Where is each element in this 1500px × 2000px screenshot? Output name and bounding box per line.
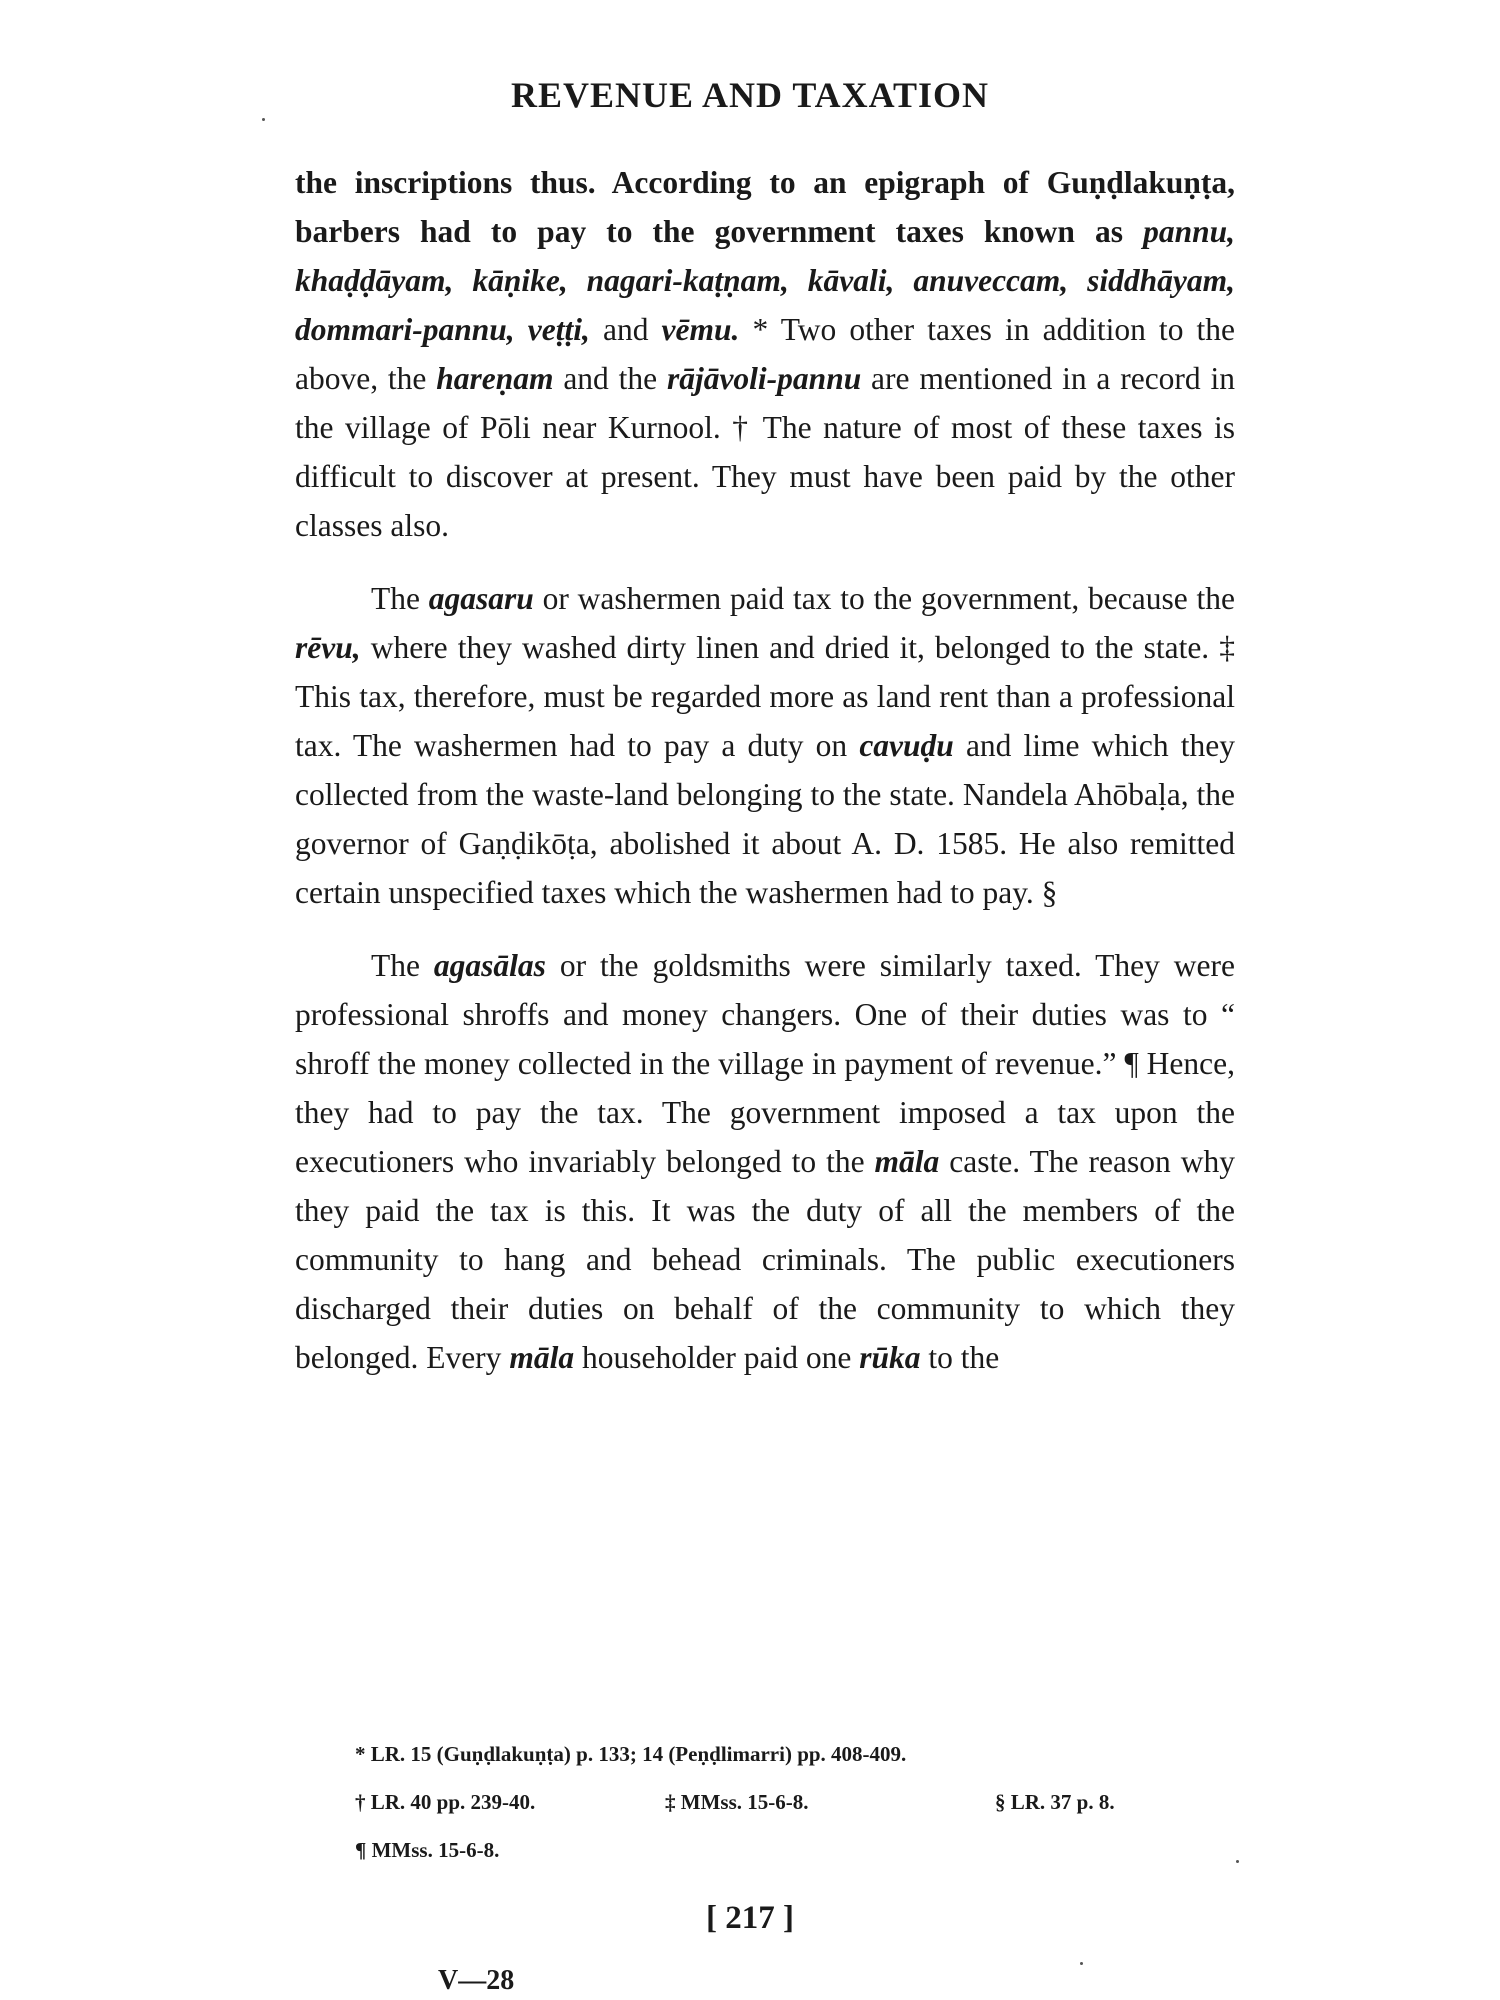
footnotes [355,1730,1215,1874]
italic-term: agasaru [428,581,534,616]
italic-term: māla [509,1340,575,1375]
italic-term: vēmu. [661,312,740,347]
text-run: are mentioned in a record in the village of Pōli near Kurnool. † The nature of most of these taxes is difficult to discover at present. They must have been paid by the other classes also. [295,361,1235,543]
text-run: and lime which they collected from the waste-land belonging to the state. Nandela Ahōbaḷa, the governor of Gaṇḍikōṭa, abolished it about A. D. 1585. He also remitted certain unspecified taxes which the washermen had to pay. § [295,728,1236,910]
text-run: * Two other taxes in addition to the above, the [295,312,1236,396]
page-number: [ 217 ] [706,1900,794,1936]
italic-term: agasālas [433,948,546,983]
text-run: The [371,948,434,983]
footnote-star: * LR. 15 (Guṇḍlakuṇṭa) p. 133; 14 (Peṇḍlimarri) pp. 408-409. [355,1742,907,1766]
text-run: or the goldsmiths were similarly taxed. They were professional shroffs and money changers. One of their duties was to “ shroff the money collected in the village in payment of revenue.” ¶ Hence, they had to pay the tax. The government imposed a tax upon the executioners who invariably belonged to the [295,948,1235,1179]
scan-speck [1236,1860,1239,1863]
text-run: caste. The reason why they paid the tax is this. It was the duty of all the members of the community to hang and behead criminals. The public executioners discharged their duties on behalf of the community to which they belonged. Every [295,1144,1235,1375]
scan-speck [1080,1962,1083,1965]
text-run: or washermen paid tax to the government, because the [533,581,1235,616]
text-run: the inscriptions thus. According to an epigraph of Guṇḍlakuṇṭa, barbers had to pay to the government taxes known as [295,165,1235,249]
italic-term: rūka [859,1340,921,1375]
italic-term: cavuḍu [859,728,954,763]
text-run: householder paid one [574,1340,860,1375]
scan-speck [262,118,265,121]
italic-term: pannu, khaḍḍāyam, kāṇike, nagari-kaṭṇam, kāvali, anuveccam, siddhāyam, dommari-pannu, veṭṭi, [295,214,1235,347]
body-text [295,158,1235,1406]
running-head: REVENUE AND TAXATION [510,75,990,115]
footnote-line-1 [355,1730,1215,1778]
footnote-double-dagger: ‡ MMss. 15-6-8. [665,1790,809,1814]
footnote-section: § LR. 37 p. 8. [995,1790,1115,1814]
footnote-dagger: † LR. 40 pp. 239-40. [355,1790,536,1814]
signature-mark: V—28 [438,1965,515,1996]
footnote-pilcrow: ¶ MMss. 15-6-8. [355,1838,500,1862]
italic-term: rājāvoli-pannu [666,361,862,396]
text-run: and [589,312,662,347]
paragraph-3 [295,941,1235,1382]
italic-term: hareṇam [436,361,554,396]
paragraph-1 [295,158,1235,550]
text-run: and the [553,361,667,396]
footnote-line-3 [355,1826,1215,1874]
italic-term: māla [874,1144,940,1179]
paragraph-2 [295,574,1235,917]
footnote-line-2 [355,1778,1215,1826]
italic-term: rēvu, [295,630,361,665]
text-run: The [371,581,429,616]
text-run: where they washed dirty linen and dried it, belonged to the state. ‡ This tax, therefore, must be regarded more as land rent than a professional tax. The washermen had to pay a duty on [295,630,1235,763]
text-run: to the [920,1340,1000,1375]
